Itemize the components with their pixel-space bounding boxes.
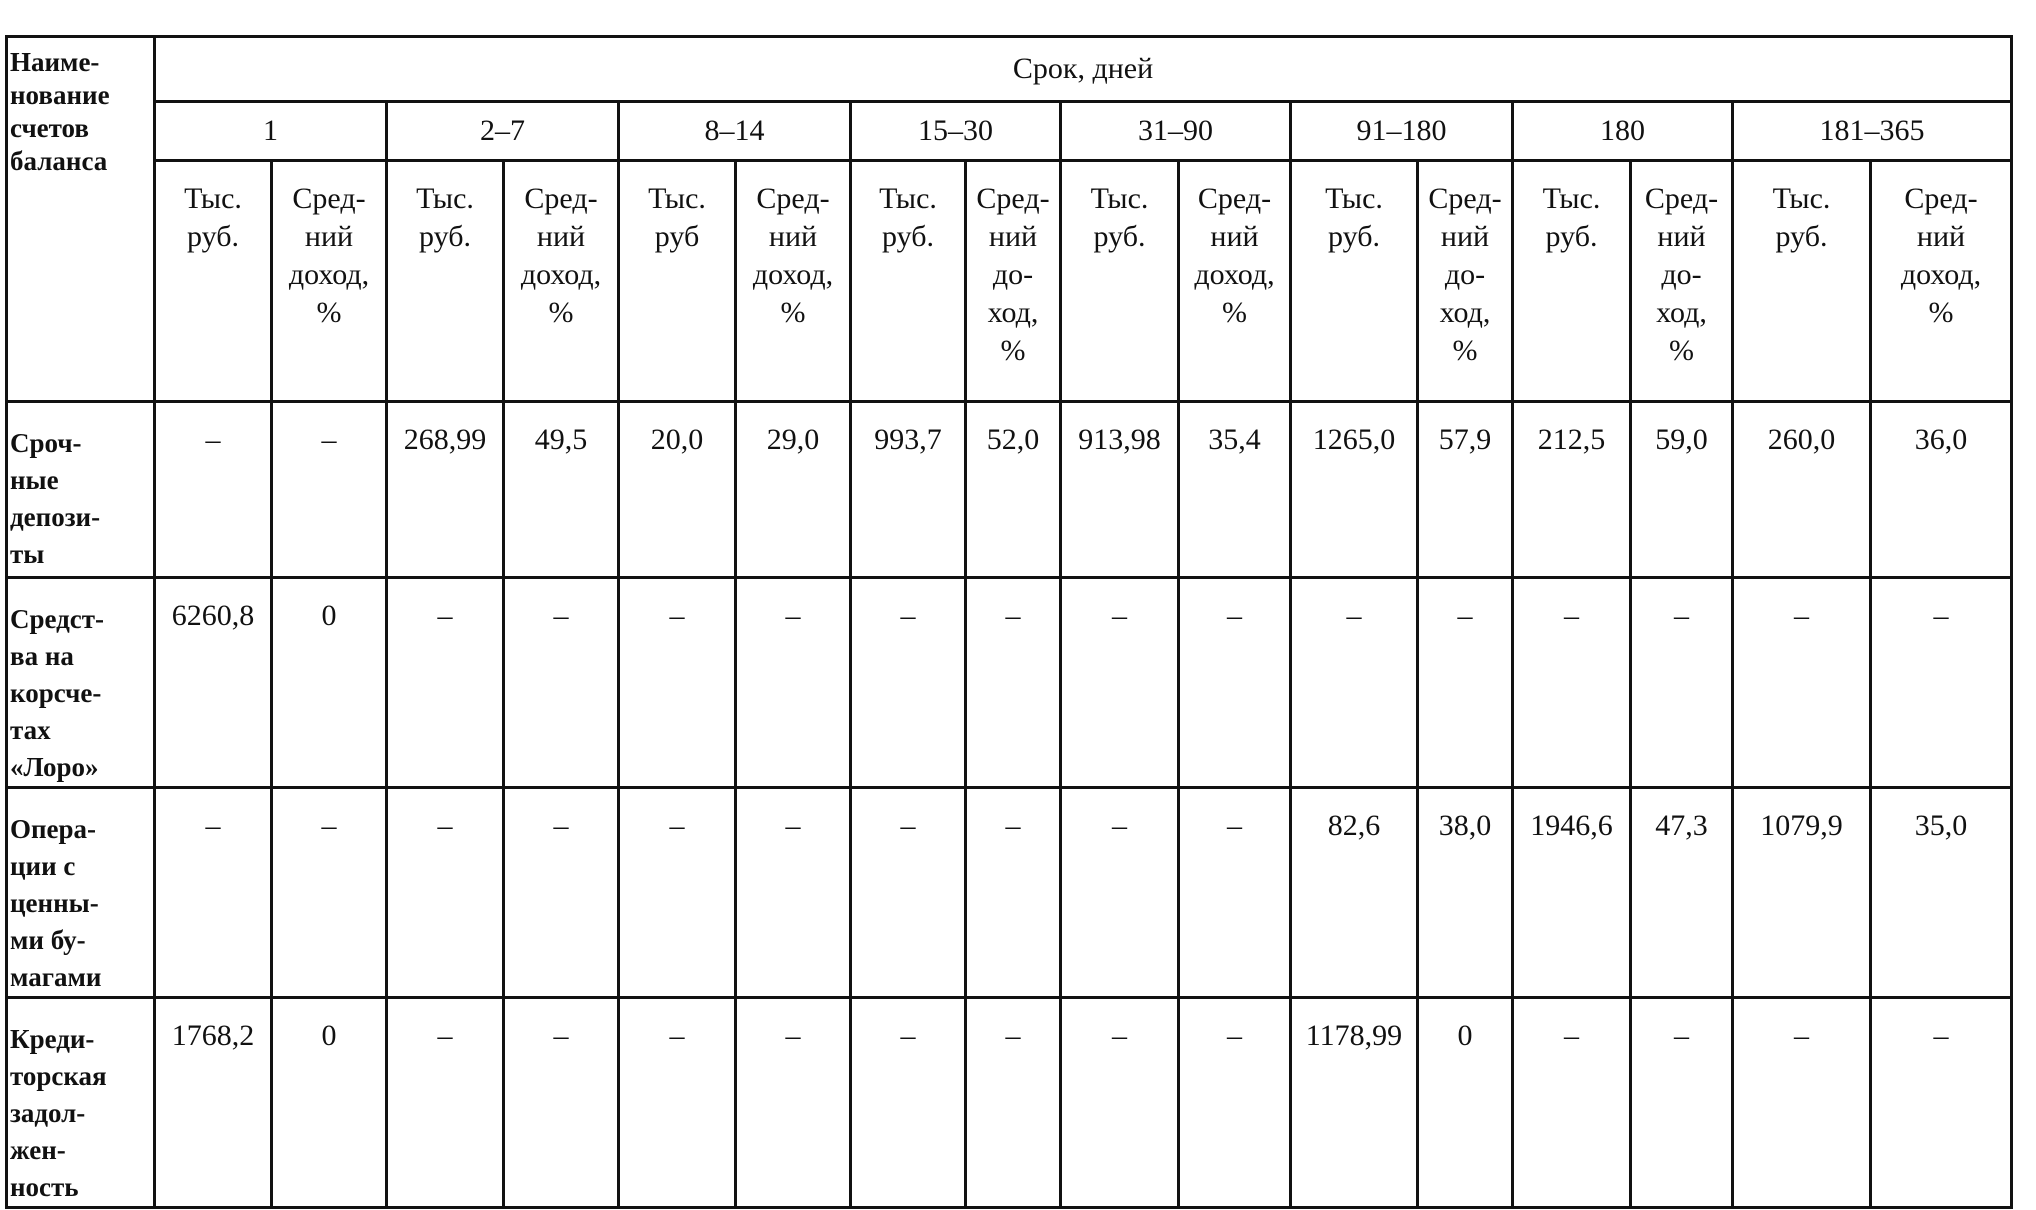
avg-income-cell: – <box>966 788 1061 998</box>
cell-line: % <box>548 296 574 329</box>
avg-income-cell: 38,0 <box>1418 788 1513 998</box>
amount-subheader <box>387 161 504 402</box>
cell-line: задол- <box>10 1098 86 1128</box>
avg-income-subheader <box>1871 161 2012 402</box>
amount-cell: 1946,6 <box>1513 788 1631 998</box>
row-account-name <box>7 998 155 1208</box>
avg-income-subheader <box>504 161 619 402</box>
avg-income-cell: 52,0 <box>966 402 1061 578</box>
amount-cell: – <box>387 578 504 788</box>
amount-cell: 1178,99 <box>1291 998 1418 1208</box>
cell-line: ход, <box>1439 296 1491 329</box>
cell-line: ность <box>10 1172 79 1202</box>
cell-line: корсче- <box>10 678 102 708</box>
cell-line: Тыс. <box>648 182 706 215</box>
amount-cell: 1768,2 <box>155 998 272 1208</box>
avg-income-cell: – <box>736 578 851 788</box>
table-body <box>7 402 2012 1208</box>
amount-cell: – <box>387 788 504 998</box>
amount-cell: 1079,9 <box>1733 788 1871 998</box>
avg-income-subheader <box>1418 161 1513 402</box>
cell-line: Тыс. <box>1542 182 1601 215</box>
table-container <box>5 35 2010 1209</box>
cell-line: счетов <box>10 113 89 143</box>
period-header: 8–14 <box>619 102 851 161</box>
cell-line: депози- <box>10 502 101 532</box>
cell-line: ва на <box>10 641 74 671</box>
cell-line: ний <box>768 220 818 253</box>
cell-line: тах <box>10 715 51 745</box>
cell-line: Креди- <box>10 1024 95 1054</box>
sub-header-row <box>7 161 2012 402</box>
period-header: 15–30 <box>851 102 1061 161</box>
cell-line: доход, <box>1900 258 1982 291</box>
amount-subheader <box>1733 161 1871 402</box>
cell-line: руб. <box>1545 220 1598 253</box>
amount-cell: – <box>1061 788 1179 998</box>
avg-income-subheader <box>272 161 387 402</box>
amount-cell: – <box>851 998 966 1208</box>
amount-subheader <box>1513 161 1631 402</box>
avg-income-cell: 0 <box>1418 998 1513 1208</box>
avg-income-cell: – <box>1179 998 1291 1208</box>
avg-income-cell: – <box>966 578 1061 788</box>
row-account-name <box>7 788 155 998</box>
cell-line: ценны- <box>10 888 99 918</box>
avg-income-cell: 29,0 <box>736 402 851 578</box>
period-header: 180 <box>1513 102 1733 161</box>
cell-line: до- <box>1661 258 1702 291</box>
amount-subheader <box>619 161 736 402</box>
table-row <box>7 578 2012 788</box>
cell-line: ные <box>10 465 59 495</box>
cell-line: Сред- <box>976 182 1050 215</box>
amount-cell: 20,0 <box>619 402 736 578</box>
amount-cell: – <box>619 788 736 998</box>
avg-income-cell: – <box>1418 578 1513 788</box>
cell-line: нование <box>10 80 110 110</box>
cell-line: доход, <box>288 258 370 291</box>
table-row <box>7 402 2012 578</box>
avg-income-cell: – <box>1871 998 2012 1208</box>
amount-cell: – <box>155 402 272 578</box>
amount-cell: – <box>1733 998 1871 1208</box>
period-header: 91–180 <box>1291 102 1513 161</box>
amount-cell: 6260,8 <box>155 578 272 788</box>
cell-line: Тыс. <box>1090 182 1149 215</box>
amount-cell: – <box>619 998 736 1208</box>
avg-income-cell: – <box>1179 788 1291 998</box>
amount-subheader <box>851 161 966 402</box>
avg-income-cell: 49,5 <box>504 402 619 578</box>
cell-line: Опера- <box>10 814 97 844</box>
avg-income-cell: – <box>272 402 387 578</box>
amount-cell: – <box>1733 578 1871 788</box>
period-header-row <box>7 102 2012 161</box>
period-header: 2–7 <box>387 102 619 161</box>
avg-income-subheader <box>1631 161 1733 402</box>
cell-line: Сред- <box>1197 182 1272 215</box>
cell-line: ний <box>1916 220 1966 253</box>
cell-line: ты <box>10 539 45 569</box>
cell-line: Сроч- <box>10 428 82 458</box>
avg-income-cell: 0 <box>272 578 387 788</box>
avg-income-subheader <box>1179 161 1291 402</box>
cell-line: % <box>1000 334 1026 367</box>
amount-cell: 1265,0 <box>1291 402 1418 578</box>
cell-line: Тыс. <box>1772 182 1831 215</box>
amount-cell: – <box>1513 578 1631 788</box>
cell-line: Сред- <box>1644 182 1719 215</box>
amount-cell: – <box>155 788 272 998</box>
period-header: 181–365 <box>1733 102 2012 161</box>
avg-income-cell: – <box>504 788 619 998</box>
cell-line: Сред- <box>1428 182 1502 215</box>
cell-line: руб <box>654 220 700 253</box>
amount-subheader <box>1061 161 1179 402</box>
cell-line: ний <box>1210 220 1259 253</box>
cell-line: руб. <box>882 220 934 253</box>
cell-line: «Лоро» <box>10 752 99 782</box>
cell-line: Сред- <box>756 182 830 215</box>
cell-line: руб. <box>1775 220 1828 253</box>
avg-income-cell: 57,9 <box>1418 402 1513 578</box>
cell-line: ний <box>304 220 354 253</box>
amount-cell: – <box>1513 998 1631 1208</box>
cell-line: % <box>780 296 806 329</box>
cell-line: руб. <box>1093 220 1146 253</box>
cell-line: доход, <box>520 258 602 291</box>
amount-subheader <box>155 161 272 402</box>
amount-subheader <box>1291 161 1418 402</box>
amount-cell: 913,98 <box>1061 402 1179 578</box>
cell-line: ход, <box>1656 296 1707 329</box>
cell-line: ний <box>1657 220 1706 253</box>
avg-income-cell: – <box>1179 578 1291 788</box>
row-account-name <box>7 578 155 788</box>
amount-cell: – <box>1061 578 1179 788</box>
cell-line: Средст- <box>10 604 105 634</box>
avg-income-cell: 0 <box>272 998 387 1208</box>
period-header: 31–90 <box>1061 102 1291 161</box>
cell-line: ми бу- <box>10 925 86 955</box>
cell-line: доход, <box>1194 258 1275 291</box>
term-caption: Срок, дней <box>155 37 2012 102</box>
amount-cell: – <box>387 998 504 1208</box>
cell-line: % <box>1669 334 1694 367</box>
avg-income-cell: – <box>504 998 619 1208</box>
cell-line: ний <box>1440 220 1490 253</box>
cell-line: ний <box>988 220 1038 253</box>
cell-line: руб. <box>1328 220 1380 253</box>
amount-cell: 82,6 <box>1291 788 1418 998</box>
avg-income-cell: – <box>504 578 619 788</box>
amount-cell: 993,7 <box>851 402 966 578</box>
avg-income-cell: – <box>736 998 851 1208</box>
table-row <box>7 788 2012 998</box>
cell-line: ний <box>536 220 586 253</box>
cell-line: руб. <box>187 220 239 253</box>
amount-cell: – <box>851 788 966 998</box>
cell-line: Сред- <box>524 182 598 215</box>
cell-line: Сред- <box>292 182 366 215</box>
cell-line: % <box>1452 334 1478 367</box>
table-row <box>7 998 2012 1208</box>
cell-line: руб. <box>419 220 471 253</box>
avg-income-cell: 59,0 <box>1631 402 1733 578</box>
amount-cell: – <box>1291 578 1418 788</box>
cell-line: до- <box>992 258 1034 291</box>
cell-line: % <box>1928 296 1954 329</box>
avg-income-cell: – <box>736 788 851 998</box>
avg-income-subheader <box>736 161 851 402</box>
amount-cell: 268,99 <box>387 402 504 578</box>
cell-line: Тыс. <box>184 182 242 215</box>
cell-line: % <box>316 296 342 329</box>
amount-cell: 212,5 <box>1513 402 1631 578</box>
amount-cell: – <box>1061 998 1179 1208</box>
cell-line: Тыс. <box>1325 182 1383 215</box>
balance-terms-table <box>5 35 2013 1209</box>
avg-income-cell: 47,3 <box>1631 788 1733 998</box>
cell-line: ход, <box>987 296 1039 329</box>
account-name-header <box>7 37 155 402</box>
cell-line: магами <box>10 962 102 992</box>
period-header: 1 <box>155 102 387 161</box>
avg-income-cell: – <box>272 788 387 998</box>
avg-income-cell: – <box>1871 578 2012 788</box>
cell-line: Наиме- <box>10 47 100 77</box>
amount-cell: 260,0 <box>1733 402 1871 578</box>
cell-line: торская <box>10 1061 107 1091</box>
row-account-name <box>7 402 155 578</box>
avg-income-subheader <box>966 161 1061 402</box>
cell-line: доход, <box>752 258 834 291</box>
cell-line: % <box>1222 296 1247 329</box>
cell-line: Тыс. <box>879 182 937 215</box>
amount-cell: – <box>851 578 966 788</box>
amount-cell: – <box>619 578 736 788</box>
cell-line: баланса <box>10 146 108 176</box>
avg-income-cell: 35,0 <box>1871 788 2012 998</box>
avg-income-cell: 35,4 <box>1179 402 1291 578</box>
avg-income-cell: – <box>1631 578 1733 788</box>
cell-line: Сред- <box>1904 182 1978 215</box>
cell-line: Тыс. <box>416 182 474 215</box>
cell-line: ции с <box>10 851 76 881</box>
cell-line: до- <box>1444 258 1486 291</box>
cell-line: жен- <box>10 1135 66 1165</box>
avg-income-cell: – <box>1631 998 1733 1208</box>
avg-income-cell: 36,0 <box>1871 402 2012 578</box>
avg-income-cell: – <box>966 998 1061 1208</box>
